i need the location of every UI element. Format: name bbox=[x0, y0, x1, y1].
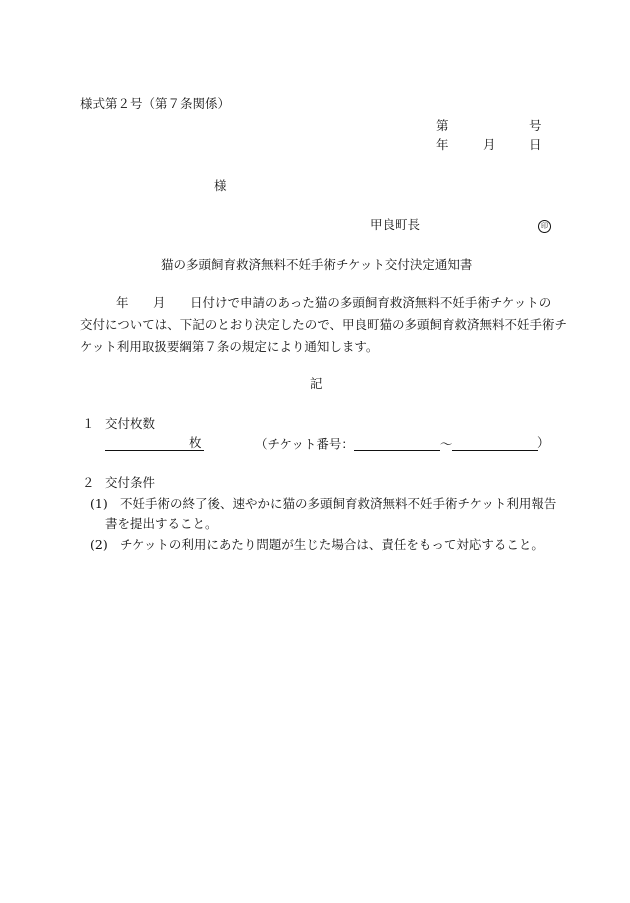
seal-icon: 印 bbox=[538, 220, 551, 233]
date-year: 年 bbox=[436, 137, 449, 152]
condition1-line1: 不妊手術の終了後、速やかに猫の多頭飼育救済無料不妊手術チケット利用報告 bbox=[120, 496, 557, 511]
ticket-number-open: （チケット番号： bbox=[255, 436, 354, 452]
condition1-line2: 書を提出すること。 bbox=[105, 516, 218, 531]
ticket-number-tilde: ～ bbox=[439, 436, 453, 452]
ticket-count-unit: 枚 bbox=[189, 435, 202, 450]
section2-number: ２ bbox=[82, 475, 95, 490]
section2-label: 交付条件 bbox=[105, 475, 156, 490]
ticket-number-row bbox=[255, 437, 538, 451]
ticket-number-to-blank bbox=[452, 437, 538, 451]
body-month: 月 bbox=[153, 295, 166, 310]
form-label: 様式第２号（第７条関係） bbox=[80, 96, 231, 111]
seal-mark bbox=[538, 218, 551, 233]
ticket-number-from-blank bbox=[354, 437, 440, 451]
ki-heading: 記 bbox=[310, 376, 323, 391]
date-month: 月 bbox=[483, 137, 496, 152]
doc-number-suffix: 号 bbox=[529, 118, 542, 133]
condition2-number: (2) bbox=[90, 537, 108, 552]
date-day: 日 bbox=[529, 137, 542, 152]
ticket-count-row bbox=[105, 437, 204, 451]
body-year: 年 bbox=[116, 295, 129, 310]
ticket-count-blank bbox=[105, 437, 189, 451]
body-line3: ケット利用取扱要綱第７条の規定により通知します。 bbox=[80, 339, 379, 354]
section1-number: １ bbox=[82, 416, 95, 431]
body-line1: 日付けで申請のあった猫の多頭飼育救済無料不妊手術チケットの bbox=[190, 295, 552, 310]
ticket-number-close: ） bbox=[537, 435, 550, 450]
body-line2: 交付については、下記のとおり決定したので、甲良町猫の多頭飼育救済無料不妊手術チ bbox=[80, 317, 568, 332]
condition2-line1: チケットの利用にあたり問題が生じた場合は、責任をもって対応すること。 bbox=[120, 537, 544, 552]
addressee-suffix: 様 bbox=[214, 178, 227, 193]
issuer-title: 甲良町長 bbox=[370, 217, 421, 232]
section1-label: 交付枚数 bbox=[105, 416, 156, 431]
condition1-number: (1) bbox=[90, 496, 108, 511]
doc-number-prefix: 第 bbox=[436, 118, 449, 133]
document-title: 猫の多頭飼育救済無料不妊手術チケット交付決定通知書 bbox=[161, 257, 473, 272]
